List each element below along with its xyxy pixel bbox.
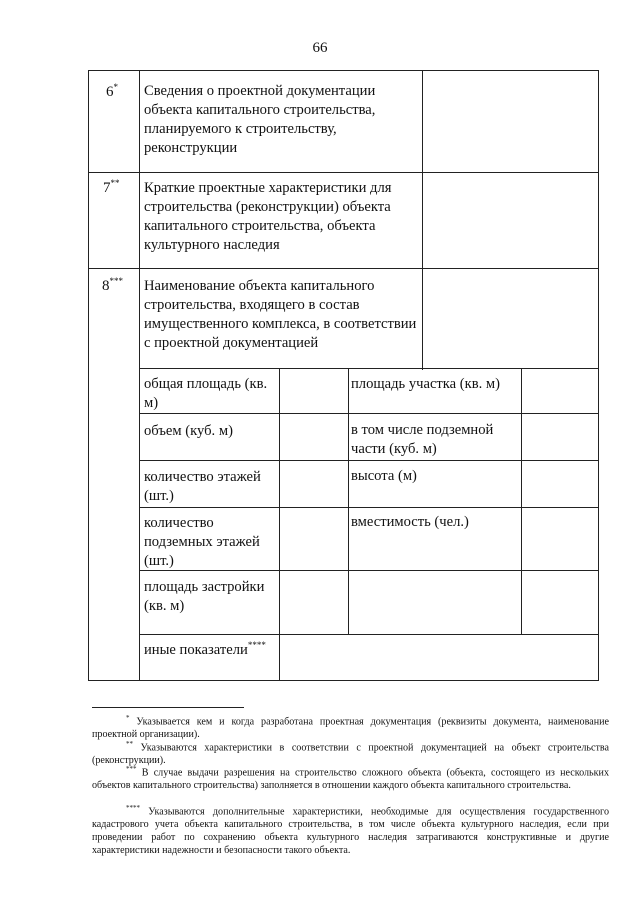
footnote: ** Указываются характеристики в соответствии с проектной документацией на объект строительства (реконструкции). — [92, 740, 609, 767]
row-label: Краткие проектные характеристики для строительства (реконструкции) объекта капитального строительства, объекта культурного наследия — [144, 180, 392, 253]
row-label: Сведения о проектной документации объекта капитального строительства, планируемого к строительству, реконструкции — [144, 83, 376, 156]
plot-area-label: площадь участка (кв. м) — [351, 376, 501, 392]
value-column-divider — [422, 70, 423, 370]
footnote: * Указывается кем и когда разработана проектная документация (реквизиты документа, наименование проектной организации). — [92, 714, 609, 741]
table-border-right — [598, 70, 599, 681]
row-label: Наименование объекта капитального строительства, входящего в состав имущественного комплекса, в соответствии с проектной документацией — [144, 278, 417, 351]
building-characteristics-table — [88, 70, 599, 681]
total-area-label: общая площадь (кв. м) — [144, 376, 268, 411]
subgrid-line — [279, 368, 280, 681]
table-border-top — [88, 70, 599, 71]
capacity-label: вместимость (чел.) — [351, 514, 469, 530]
footnote-rule — [92, 707, 244, 708]
row-separator — [88, 172, 599, 173]
table-border-bottom — [88, 680, 599, 681]
subgrid-line — [521, 368, 522, 634]
subgrid-line — [348, 368, 349, 634]
row-separator — [88, 268, 599, 269]
subgrid-line — [139, 634, 599, 635]
other-indicators-label: иные показатели**** — [144, 640, 266, 658]
underground-floors-label: количество подземных этажей (шт.) — [144, 515, 260, 569]
row-number: 6* — [106, 82, 118, 100]
number-column-divider — [139, 70, 140, 681]
footnote: **** Указываются дополнительные характеристики, необходимые для осуществления государственного кадастрового учета объекта капитального строительства, в том числе объекта культурного наследия, если при проведении работ по сохранению объекта культурного наследия затрагиваются конструктивные и другие характеристики надежности и безопасности такого объекта. — [92, 804, 609, 857]
built-area-label: площадь застройки (кв. м) — [144, 579, 265, 614]
subgrid-line — [139, 507, 599, 508]
row-separator — [139, 368, 599, 369]
row-number: 8*** — [102, 276, 123, 294]
height-label: высота (м) — [351, 468, 417, 484]
volume-label: объем (куб. м) — [144, 423, 233, 439]
row-number: 7** — [103, 178, 120, 196]
footnote: *** В случае выдачи разрешения на строительство сложного объекта (объекта, состоящего из нескольких объектов капитального строительства) заполняется в отношении каждого объекта капитального строительства. — [92, 765, 609, 792]
underground-volume-label: в том числе подземной части (куб. м) — [351, 422, 494, 457]
table-border-left — [88, 70, 89, 681]
subgrid-line — [139, 413, 599, 414]
page-number: 66 — [312, 40, 328, 56]
subgrid-line — [139, 460, 599, 461]
floors-label: количество этажей (шт.) — [144, 469, 261, 504]
